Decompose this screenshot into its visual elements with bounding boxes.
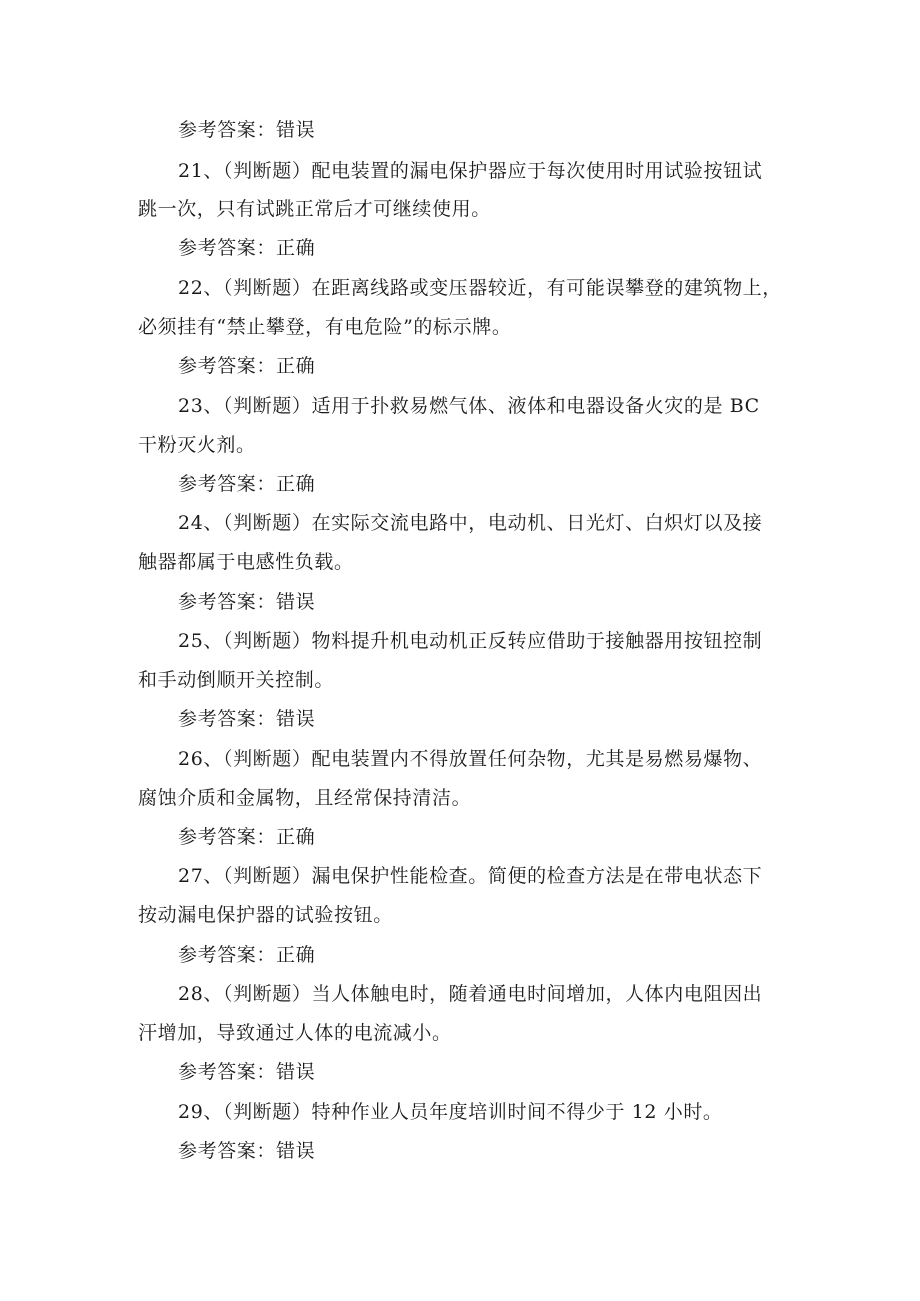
question-line: 29、（判断题）特种作业人员年度培训时间不得少于 12 小时。	[178, 1101, 723, 1123]
question-line: 23、（判断题）适用于扑救易燃气体、液体和电器设备火灾的是 BC	[178, 395, 760, 417]
answer-line: 参考答案：错误	[178, 1140, 316, 1162]
question-continuation: 触器都属于电感性负载。	[138, 551, 354, 573]
answer-line: 参考答案：正确	[178, 826, 316, 848]
answer-line: 参考答案：正确	[178, 473, 316, 495]
answer-line: 参考答案：错误	[178, 591, 316, 613]
question-continuation: 跳一次，只有试跳正常后才可继续使用。	[138, 198, 491, 220]
question-continuation: 和手动倒顺开关控制。	[138, 669, 335, 691]
question-continuation: 按动漏电保护器的试验按钮。	[138, 904, 393, 926]
question-line: 25、（判断题）物料提升机电动机正反转应借助于接触器用按钮控制	[178, 630, 763, 652]
answer-line: 参考答案：错误	[178, 1061, 316, 1083]
answer-line: 参考答案：正确	[178, 355, 316, 377]
answer-line: 参考答案：正确	[178, 944, 316, 966]
question-line: 21、（判断题）配电装置的漏电保护器应于每次使用时用试验按钮试	[178, 160, 763, 182]
answer-line: 参考答案：正确	[178, 237, 316, 259]
question-continuation: 汗增加，导致通过人体的电流减小。	[138, 1022, 452, 1044]
question-line: 24、（判断题）在实际交流电路中，电动机、日光灯、白炽灯以及接	[178, 512, 763, 534]
question-line: 27、（判断题）漏电保护性能检查。简便的检查方法是在带电状态下	[178, 865, 763, 887]
answer-line: 参考答案：错误	[178, 708, 316, 730]
answer-line: 参考答案：错误	[178, 119, 316, 141]
question-line: 28、（判断题）当人体触电时，随着通电时间增加，人体内电阻因出	[178, 983, 763, 1005]
question-line: 22、（判断题）在距离线路或变压器较近，有可能误攀登的建筑物上，	[178, 277, 782, 299]
question-continuation: 必须挂有“禁止攀登，有电危险”的标示牌。	[138, 316, 512, 338]
question-continuation: 腐蚀介质和金属物，且经常保持清洁。	[138, 787, 472, 809]
question-line: 26、（判断题）配电装置内不得放置任何杂物，尤其是易燃易爆物、	[178, 748, 763, 770]
question-continuation: 干粉灭火剂。	[138, 434, 256, 456]
